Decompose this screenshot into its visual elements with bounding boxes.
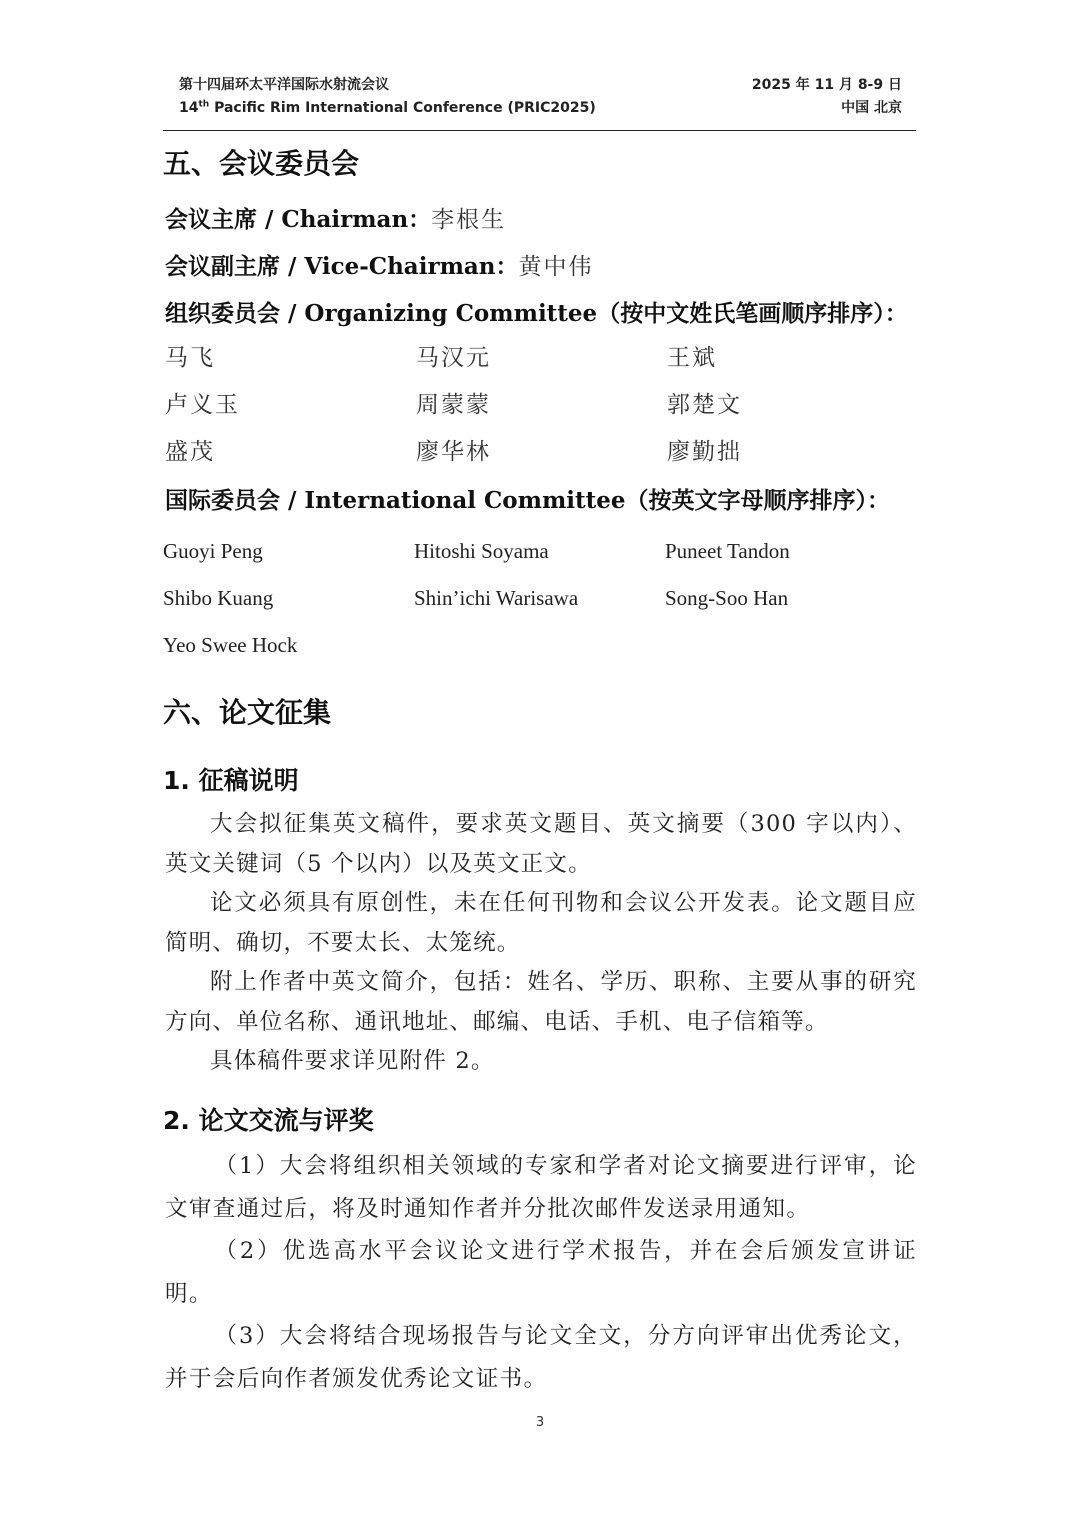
list-item: 周蒙蒙 [416, 392, 491, 418]
list-item: 郭楚文 [667, 392, 742, 418]
sub2-heading: 2. 论文交流与评奖 [163, 1106, 374, 1135]
sub1-body [165, 805, 917, 1082]
list-item: 马汉元 [416, 345, 491, 371]
paragraph: （2）优选高水平会议论文进行学术报告，并在会后颁发宣讲证明。 [165, 1238, 917, 1307]
list-item: 廖勤拙 [667, 439, 742, 465]
list-item: 马飞 [165, 345, 215, 371]
international-committee-label: 国际委员会 / International Committee（按英文字母顺序排序）： [165, 487, 891, 514]
list-item: Song-Soo Han [665, 586, 789, 610]
section6-heading: 六、论文征集 [163, 696, 332, 729]
conference-location: 中国 北京 [841, 100, 902, 116]
list-item: Puneet Tandon [665, 539, 790, 563]
conference-title-en: 14th Pacific Rim International Conference (PRIC2025) [179, 99, 596, 116]
page-header [163, 70, 916, 131]
chairman-line [165, 201, 506, 234]
vice-chairman-line [165, 248, 594, 281]
list-item: Yeo Swee Hock [163, 633, 298, 657]
list-item: Shin’ichi Warisawa [414, 586, 579, 610]
international-committee-list [163, 533, 923, 674]
sub1-heading: 1. 征稿说明 [163, 766, 299, 795]
conference-title-cn: 第十四届环太平洋国际水射流会议 [179, 77, 389, 93]
list-item: Shibo Kuang [163, 586, 274, 610]
list-item: Hitoshi Soyama [414, 539, 549, 563]
sub2-body [165, 1145, 917, 1400]
list-item: 盛茂 [165, 439, 215, 465]
vice-chairman-name: 黄中伟 [518, 254, 594, 280]
section5-heading: 五、会议委员会 [163, 147, 360, 180]
organizing-committee-label: 组织委员会 / Organizing Committee（按中文姓氏笔画顺序排序）： [165, 300, 908, 327]
page-number: 3 [535, 1415, 545, 1430]
list-item: 卢义玉 [165, 392, 240, 418]
list-item: 王斌 [667, 345, 717, 371]
paragraph: 附上作者中英文简介，包括：姓名、学历、职称、主要从事的研究方向、单位名称、通讯地址、邮编、电话、手机、电子信箱等。 [165, 969, 917, 1035]
conference-title [179, 74, 596, 120]
chairman-label: 会议主席 / Chairman： [165, 206, 432, 233]
chairman-name: 李根生 [431, 207, 507, 233]
conference-date-location [752, 74, 902, 120]
paragraph: 论文必须具有原创性，未在任何刊物和会议公开发表。论文题目应简明、确切，不要太长、太笼统。 [165, 890, 917, 956]
paragraph: 大会拟征集英文稿件，要求英文题目、英文摘要（300 字以内）、英文关键词（5 个以内）以及英文正文。 [165, 811, 917, 877]
paragraph: 具体稿件要求详见附件 2。 [210, 1048, 495, 1074]
vice-chairman-label: 会议副主席 / Vice-Chairman： [165, 253, 519, 280]
list-item: 廖华林 [416, 439, 491, 465]
paragraph: （3）大会将结合现场报告与论文全文，分方向评审出优秀论文，并于会后向作者颁发优秀论文证书。 [165, 1323, 917, 1392]
conference-date: 2025 年 11 月 8-9 日 [751, 77, 902, 93]
list-item: Guoyi Peng [163, 539, 263, 563]
organizing-committee-list [165, 340, 925, 481]
paragraph: （1）大会将组织相关领域的专家和学者对论文摘要进行评审，论文审查通过后，将及时通知作者并分批次邮件发送录用通知。 [165, 1153, 917, 1222]
